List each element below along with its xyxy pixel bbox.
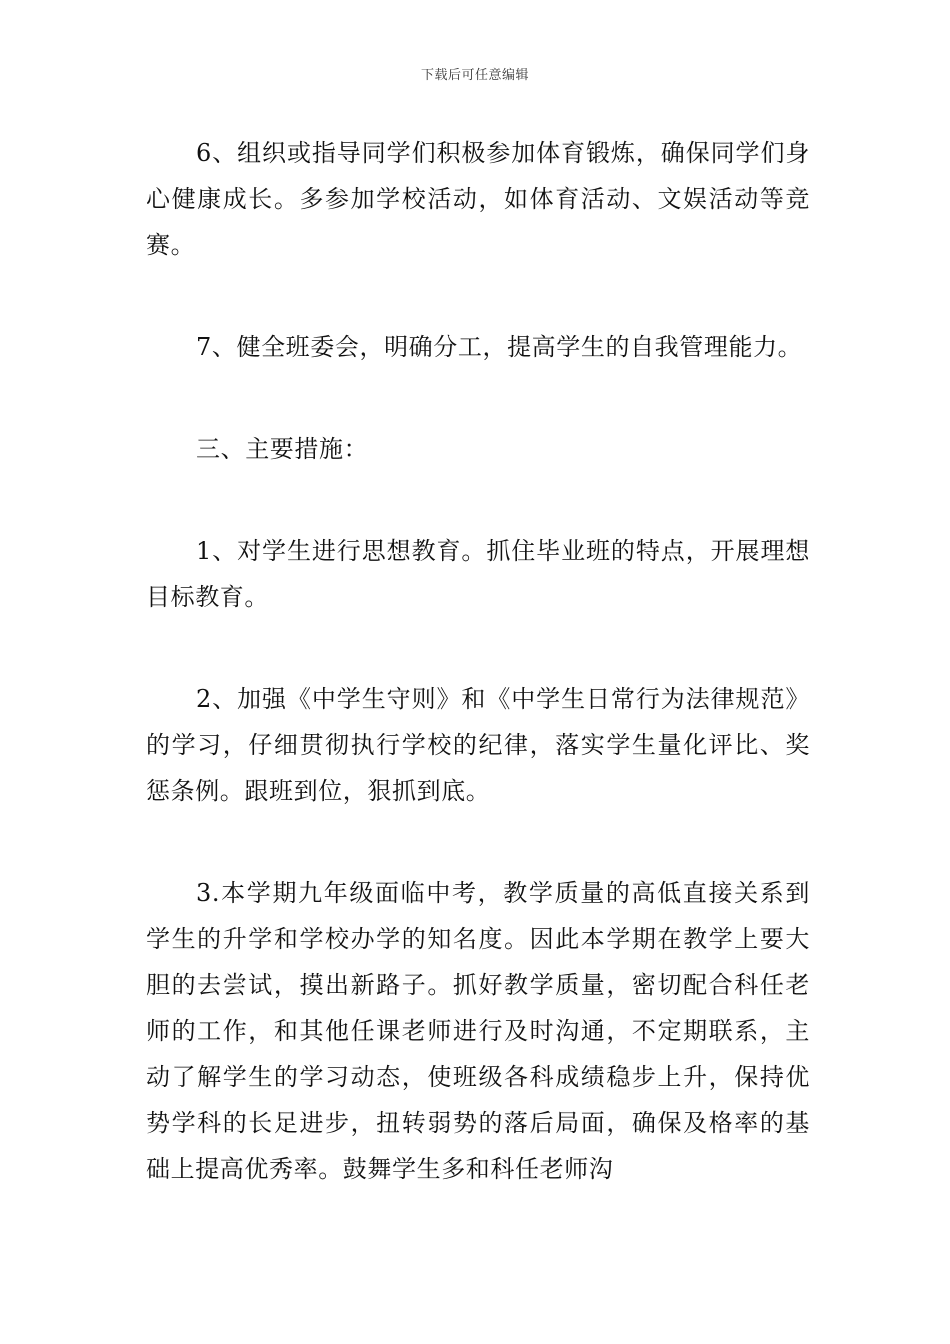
paragraph-measure-2: 2、加强《中学生守则》和《中学生日常行为法律规范》的学习，仔细贯彻执行学校的纪律，落实学生量化评比、奖惩条例。跟班到位，狠抓到底。 (146, 685, 810, 805)
section-heading-main-measures: 三、主要措施： (196, 435, 369, 463)
paragraph-item-6: 6、组织或指导同学们积极参加体育锻炼，确保同学们身心健康成长。多参加学校活动，如体育活动、文娱活动等竞赛。 (146, 139, 810, 259)
document-body (146, 130, 810, 1192)
paragraph-measure-3: 3.本学期九年级面临中考，教学质量的高低直接关系到学生的升学和学校办学的知名度。因此本学期在教学上要大胆的去尝试，摸出新路子。抓好教学质量，密切配合科任老师的工作，和其他任课老师进行及时沟通，不定期联系，主动了解学生的学习动态，使班级各科成绩稳步上升，保持优势学科的长足进步，扭转弱势的落后局面，确保及格率的基础上提高优秀率。鼓舞学生多和科任老师沟 (146, 879, 810, 1183)
page-header: 下载后可任意编辑 (420, 68, 529, 83)
paragraph-measure-1: 1、对学生进行思想教育。抓住毕业班的特点，开展理想目标教育。 (146, 537, 810, 611)
paragraph-item-7: 7、健全班委会，明确分工，提高学生的自我管理能力。 (196, 333, 803, 361)
